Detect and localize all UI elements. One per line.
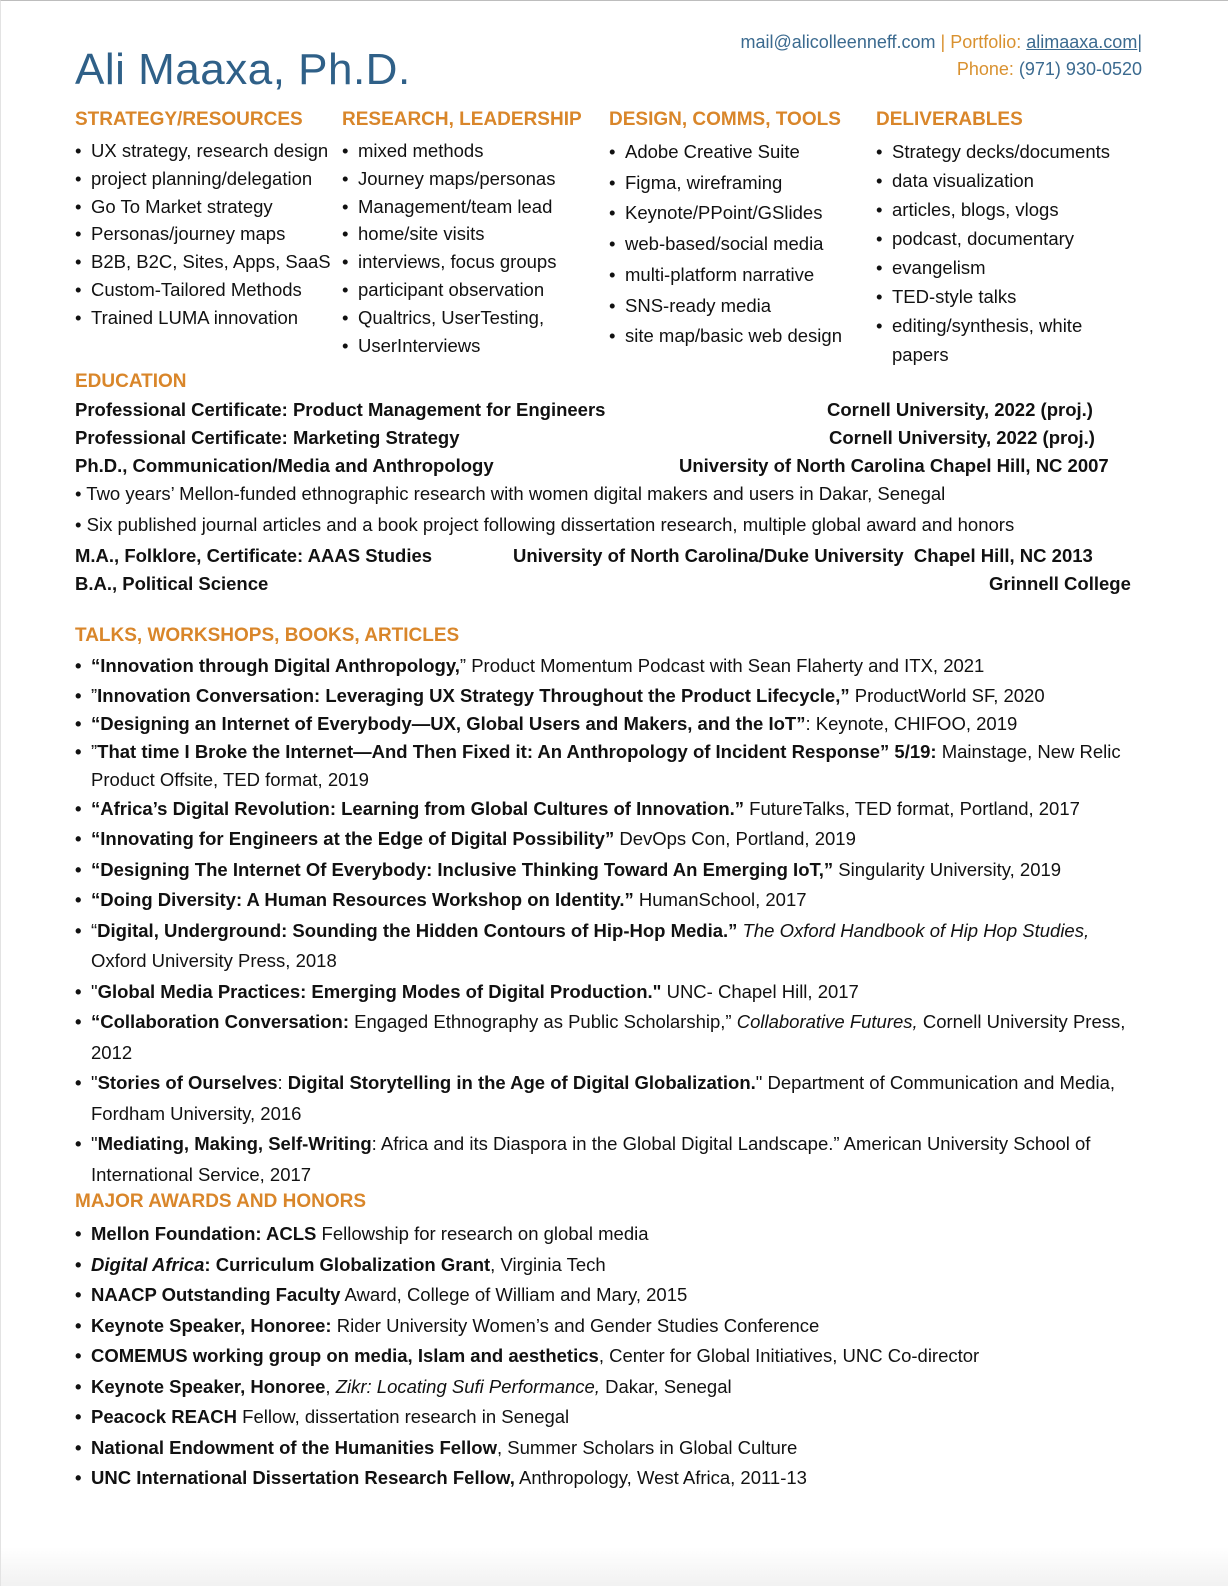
talks-list	[75, 651, 1145, 1190]
skills-col2-heading: RESEARCH, LEADERSHIP	[342, 109, 582, 130]
list-item-continuation: • UserInterviews	[342, 332, 604, 360]
portfolio-label: Portfolio:	[950, 32, 1027, 52]
list-item: • multi-platform narrative	[609, 260, 871, 291]
skills-col2-list	[342, 137, 604, 359]
awards-heading: MAJOR AWARDS AND HONORS	[75, 1191, 366, 1212]
list-item: • site map/basic web design	[609, 321, 871, 352]
list-item: • UX strategy, research design	[75, 137, 337, 165]
list-item: • Figma, wireframing	[609, 168, 871, 199]
education-row	[75, 427, 1139, 455]
list-item: • NAACP Outstanding Faculty Award, College of William and Mary, 2015	[75, 1280, 1145, 1311]
list-item: • "Mediating, Making, Self-Writing: Africa and its Diaspora in the Global Digital Landscape.” American University School of International Service, 2017	[75, 1129, 1145, 1190]
list-item: • interviews, focus groups	[342, 248, 604, 276]
list-item: • Strategy decks/documents	[876, 137, 1138, 166]
list-item: • “Innovating for Engineers at the Edge of Digital Possibility” DevOps Con, Portland, 2019	[75, 824, 1145, 855]
school: Cornell University, 2022 (proj.)	[829, 427, 1095, 448]
list-item: • Peacock REACH Fellow, dissertation research in Senegal	[75, 1402, 1145, 1433]
school: Grinnell College	[989, 573, 1131, 594]
school: University of North Carolina/Duke University Chapel Hill, NC 2013	[513, 545, 1093, 566]
talks-heading: TALKS, WORKSHOPS, BOOKS, ARTICLES	[75, 625, 460, 646]
education-row	[75, 545, 1139, 573]
education-row	[75, 399, 1139, 427]
skills-col3-heading: DESIGN, COMMS, TOOLS	[609, 109, 841, 130]
list-item: • evangelism	[876, 253, 1138, 282]
degree: Ph.D., Communication/Media and Anthropology	[75, 455, 494, 476]
school: University of North Carolina Chapel Hill, NC 2007	[679, 455, 1109, 476]
list-item: • Custom-Tailored Methods	[75, 276, 337, 304]
list-item: • home/site visits	[342, 220, 604, 248]
skills-col1-heading: STRATEGY/RESOURCES	[75, 109, 303, 130]
education-detail: • Two years’ Mellon-funded ethnographic research with women digital makers and users in Dakar, Senegal	[75, 483, 945, 505]
list-item: • Keynote Speaker, Honoree, Zikr: Locating Sufi Performance, Dakar, Senegal	[75, 1372, 1145, 1403]
list-item: • "Stories of Ourselves: Digital Storytelling in the Age of Digital Globalization." Department of Communication and Media, Fordham University, 2016	[75, 1068, 1145, 1129]
list-item: • “Digital, Underground: Sounding the Hidden Contours of Hip-Hop Media.” The Oxford Handbook of Hip Hop Studies, Oxford University Press, 2018	[75, 916, 1145, 977]
list-item: • TED-style talks	[876, 282, 1138, 311]
list-item: • “Designing The Internet Of Everybody: Inclusive Thinking Toward An Emerging IoT,” Singularity University, 2019	[75, 855, 1145, 886]
list-item: • ”Innovation Conversation: Leveraging UX Strategy Throughout the Product Lifecycle,” ProductWorld SF, 2020	[75, 682, 1145, 710]
list-item: • UNC International Dissertation Research Fellow, Anthropology, West Africa, 2011-13	[75, 1463, 1145, 1494]
degree: Professional Certificate: Product Management for Engineers	[75, 399, 606, 420]
list-item: • “Collaboration Conversation: Engaged Ethnography as Public Scholarship,” Collaborative Futures, Cornell University Press, 2012	[75, 1007, 1145, 1068]
portfolio-link[interactable]: alimaaxa.com	[1026, 32, 1138, 52]
education-heading: EDUCATION	[75, 371, 187, 392]
degree: Professional Certificate: Marketing Strategy	[75, 427, 460, 448]
list-item: • ”That time I Broke the Internet—And Then Fixed it: An Anthropology of Incident Response” 5/19: Mainstage, New Relic Product Offsite, TED format, 2019	[75, 738, 1145, 794]
skills-col4-list	[876, 137, 1138, 369]
contact-block	[741, 29, 1143, 83]
list-item: • project planning/delegation	[75, 165, 337, 193]
list-item: • “Innovation through Digital Anthropology,” Product Momentum Podcast with Sean Flaherty and ITX, 2021	[75, 651, 1145, 682]
list-item: • editing/synthesis, white papers	[876, 311, 1138, 369]
list-item: • B2B, B2C, Sites, Apps, SaaS	[75, 248, 337, 276]
list-item: • Keynote Speaker, Honoree: Rider University Women’s and Gender Studies Conference	[75, 1311, 1145, 1342]
contact-separator: |	[935, 32, 951, 52]
list-item: • “Doing Diversity: A Human Resources Workshop on Identity.” HumanSchool, 2017	[75, 885, 1145, 916]
degree: M.A., Folklore, Certificate: AAAS Studies	[75, 545, 433, 566]
list-item: • Trained LUMA innovation	[75, 304, 337, 332]
list-item: • Adobe Creative Suite	[609, 137, 871, 168]
list-item: • Management/team lead	[342, 193, 604, 221]
list-item: • articles, blogs, vlogs	[876, 195, 1138, 224]
education-detail: • Six published journal articles and a book project following dissertation research, multiple global award and honors	[75, 514, 1014, 536]
list-item: • Keynote/PPoint/GSlides	[609, 198, 871, 229]
phone-label: Phone:	[956, 59, 1019, 79]
list-item: • "Global Media Practices: Emerging Modes of Digital Production." UNC- Chapel Hill, 2017	[75, 977, 1145, 1008]
list-item: • National Endowment of the Humanities Fellow, Summer Scholars in Global Culture	[75, 1433, 1145, 1464]
school: Cornell University, 2022 (proj.)	[827, 399, 1093, 420]
awards-list	[75, 1219, 1145, 1494]
email-link[interactable]: mail@alicolleenneff.com	[740, 32, 936, 52]
education-row	[75, 573, 1139, 601]
degree: B.A., Political Science	[75, 573, 269, 594]
list-item: • mixed methods	[342, 137, 604, 165]
list-item: • Personas/journey maps	[75, 220, 337, 248]
list-item: • Digital Africa: Curriculum Globalization Grant, Virginia Tech	[75, 1250, 1145, 1281]
person-name: Ali Maaxa, Ph.D.	[75, 45, 411, 94]
skills-col4-heading: DELIVERABLES	[876, 109, 1023, 130]
list-item: • data visualization	[876, 166, 1138, 195]
list-item: • participant observation	[342, 276, 604, 304]
list-item: • Go To Market strategy	[75, 193, 337, 221]
list-item: • Mellon Foundation: ACLS Fellowship for research on global media	[75, 1219, 1145, 1250]
education-row	[75, 455, 1139, 483]
list-item: • podcast, documentary	[876, 224, 1138, 253]
list-item: • Journey maps/personas	[342, 165, 604, 193]
list-item: • web-based/social media	[609, 229, 871, 260]
list-item: • “Africa’s Digital Revolution: Learning from Global Cultures of Innovation.” FutureTalks, TED format, Portland, 2017	[75, 794, 1145, 825]
contact-separator-end: |	[1137, 32, 1142, 52]
list-item: • SNS-ready media	[609, 291, 871, 322]
phone-number: (971) 930-0520	[1018, 59, 1142, 79]
skills-col3-list	[609, 137, 871, 352]
list-item: • Qualtrics, UserTesting,	[342, 304, 604, 332]
list-item: • COMEMUS working group on media, Islam and aesthetics, Center for Global Initiatives, UNC Co-director	[75, 1341, 1145, 1372]
skills-col1-list	[75, 137, 337, 332]
list-item: • “Designing an Internet of Everybody—UX, Global Users and Makers, and the IoT”: Keynote, CHIFOO, 2019	[75, 710, 1145, 738]
